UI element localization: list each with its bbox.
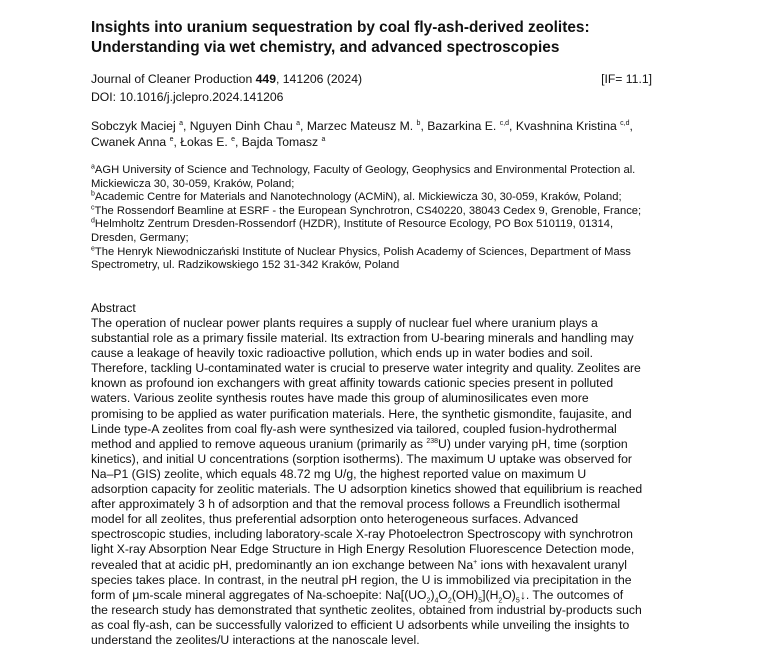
affiliation-list: [91, 164, 691, 273]
abstract-line: Linde type-A zeolites from coal fly-ash were synthesized via tailored, coupled fusion-hydrothermal: [91, 421, 617, 436]
title-line: Insights into uranium sequestration by coal fly-ash-derived zeolites:: [91, 19, 590, 36]
affiliation-item: [91, 218, 691, 245]
abstract-line: form of μm-scale mineral aggregates of Na-schoepite: $Na[(UO_2)_4O_2(OH)_5](H_2O)_5↓$. The outcomes of: [91, 587, 624, 605]
author-name: Nguyen Dinh Chau: [189, 119, 297, 133]
author-affiliation-marker: a: [321, 135, 326, 143]
author-affiliation-marker: a: [179, 119, 183, 127]
affiliation-item: [91, 164, 691, 191]
author-name: Marzec Mateusz M.: [306, 119, 417, 133]
abstract-line: after approximately 3 h of adsorption and that the removal process follows a Freundlich isothermal: [91, 497, 621, 512]
author-name: Cwanek Anna: [91, 135, 170, 149]
journal-article-year: , 141206 (2024): [275, 72, 363, 86]
author-affiliation-marker: c,d: [620, 119, 630, 127]
abstract-line: kinetics), and initial U concentrations (sorption isotherms). The maximum U uptake was observed for: [91, 451, 632, 466]
abstract-line: understand the zeolites/U interactions at the nanoscale level.: [91, 632, 420, 647]
affiliation-text: AGH University of Science and Technology, Faculty of Geology, Geophysics and Environmental Protection al.: [94, 164, 636, 176]
affiliation-item: [91, 191, 691, 205]
abstract-line: species takes place. In contrast, in the neutral pH region, the U is immobilized via precipitation in the: [91, 572, 632, 587]
abstract-line: substantial role as a primary fissile material. Its extraction from U-bearing minerals and handling may: [91, 331, 634, 346]
abstract-line: cause a leakage of heavily toxic radioactive pollution, which ends up in water bodies and soil.: [91, 346, 594, 361]
affiliation-text: The Rossendorf Beamline at ESRF - the European Synchrotron, CS40220, 38043 Cedex 9, Grenoble, France;: [94, 204, 642, 217]
affiliation-item: [91, 205, 691, 219]
abstract-line: waters. Various zeolite synthesis routes have made this group of aluminosilicates even more: [91, 391, 589, 406]
abstract-heading: Abstract: [91, 301, 136, 315]
abstract-line: Na–P1 (GIS) zeolite, which equals 48.72 mg U/g, the highest reported value on maximum U: [91, 466, 587, 481]
affiliation-marker: a: [91, 163, 95, 171]
author-name: Kvashnina Kristina: [515, 119, 621, 133]
abstract-line: The operation of nuclear power plants requires a supply of nuclear fuel where uranium plays a: [91, 316, 598, 330]
abstract-line: model for all zeolites, thus preferential adsorption onto heterogeneous surfaces. Advanced: [91, 512, 579, 527]
affiliation-marker: b: [91, 190, 95, 198]
affiliation-text: The Henryk Niewodniczański Institute of Nuclear Physics, Polish Academy of Sciences, Department of Mass: [94, 245, 631, 258]
abstract-line: as coal fly-ash, can be successfully valorized to efficient U adsorbents while unveiling the insights to: [91, 617, 630, 632]
abstract-line: the research study has demonstrated that synthetic zeolites, obtained from industrial by-products such: [91, 602, 642, 617]
impact-factor: [IF= 11.1]: [601, 72, 652, 86]
affiliation-text: Helmholtz Zentrum Dresden-Rossendorf (HZDR), Institute of Resource Ecology, PO Box 510119, 01314,: [94, 218, 614, 231]
affiliation-text: Academic Centre for Materials and Nanotechnology (ACMiN), al. Mickiewicza 30, 30-059, Kraków, Poland;: [94, 191, 622, 204]
journal-volume: 449: [255, 72, 276, 86]
paper-title: [91, 18, 711, 58]
affiliation-marker: d: [91, 217, 95, 225]
author-name: Bazarkina E.: [427, 119, 500, 133]
affiliation-item: [91, 246, 691, 273]
author-name: Łokas E.: [180, 135, 232, 149]
author-name: Sobczyk Maciej: [91, 119, 180, 133]
author-line: Sobczyk Maciej $^a$, Nguyen Dinh Chau $^a$, Marzec Mateusz M. $^b$, Bazarkina E. $^{c,d}$, Kvashnina Kristina $^{c,d}$,: [91, 119, 633, 133]
abstract-line: spectroscopic studies, including laboratory-scale X-ray Photoelectron Spectroscopy with synchrotron: [91, 527, 633, 542]
author-affiliation-marker: c,d: [499, 119, 510, 127]
journal-citation: [91, 72, 657, 87]
affiliation-marker: e: [91, 244, 95, 252]
abstract-line: method and applied to remove aqueous uranium (primarily as $^{238}$U) under varying pH, time (sorption: [91, 436, 628, 451]
affiliation-marker: c: [91, 204, 95, 212]
affiliation-text: Mickiewicza 30, 30-059, Kraków, Poland;: [91, 177, 295, 190]
author-affiliation-marker: a: [296, 119, 301, 127]
author-name: Bajda Tomasz: [241, 135, 322, 149]
doi: DOI: 10.1016/j.jclepro.2024.141206: [91, 90, 284, 104]
abstract-line: Therefore, tackling U-contaminated water is crucial to preserve water integrity and quality. Zeolites are: [91, 361, 641, 376]
abstract-line: light X-ray Absorption Near Edge Structure in High Energy Resolution Fluorescence Detection mode,: [91, 542, 635, 557]
affiliation-text: Spectrometry, ul. Radzikowskiego 152 31-342 Kraków, Poland: [91, 259, 400, 272]
journal-name: Journal of Cleaner Production: [91, 72, 256, 86]
abstract-line: known as profound ion exchangers with great affinity towards cationic species present in polluted: [91, 376, 614, 391]
abstract-body: [91, 316, 691, 648]
isotope-superscript: 238: [426, 437, 439, 445]
author-affiliation-marker: e: [169, 135, 174, 143]
author-list: [91, 118, 691, 150]
author-affiliation-marker: b: [416, 119, 421, 127]
abstract-line: promising to be applied as water purification materials. Here, the synthetic gismondite, faujasite, and: [91, 406, 632, 421]
author-line: Cwanek Anna $^e$, Łokas E. $^e$, Bajda Tomasz $^a$: [91, 135, 326, 149]
author-affiliation-marker: e: [231, 135, 235, 143]
title-line: Understanding via wet chemistry, and advanced spectroscopies: [91, 39, 560, 56]
ion-charge-superscript: +: [473, 558, 478, 566]
affiliation-text: Dresden, Germany;: [91, 231, 189, 244]
abstract-line: revealed that at acidic pH, predominantly an ion exchange between Na+ ions with hexavalent uranyl: [91, 557, 627, 572]
abstract-line: adsorption capacity for zeolitic materials. The U adsorption kinetics showed that equilibrium is reached: [91, 482, 643, 497]
